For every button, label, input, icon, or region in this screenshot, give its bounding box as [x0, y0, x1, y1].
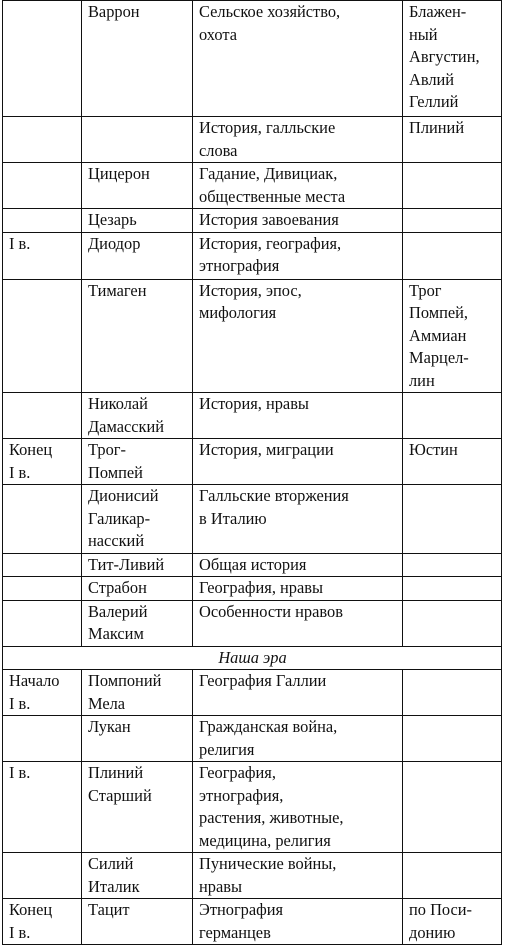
topic-cell: Пунические войны, нравы: [193, 853, 403, 899]
via-cell: Юстин: [403, 439, 502, 485]
period-cell: I в.: [3, 762, 82, 853]
topic-cell: История, миграции: [193, 439, 403, 485]
table-row: [3, 577, 502, 601]
via-cell: [403, 163, 502, 209]
via-cell: по Поси- донию: [403, 899, 502, 945]
table-row: [3, 1, 502, 117]
author-cell: Цезарь: [82, 209, 193, 233]
via-cell: [403, 762, 502, 853]
author-cell: Валерий Максим: [82, 600, 193, 646]
period-cell: [3, 853, 82, 899]
via-cell: [403, 553, 502, 577]
topic-cell: Гадание, Дивициак, общественные места: [193, 163, 403, 209]
table-row: [3, 439, 502, 485]
via-cell: Блажен- ный Августин, Авлий Геллий: [403, 1, 502, 117]
via-cell: [403, 716, 502, 762]
table-row: [3, 117, 502, 163]
via-cell: Трог Помпей, Аммиан Марцел- лин: [403, 279, 502, 393]
author-cell: Варрон: [82, 1, 193, 117]
author-cell: Тит-Ливий: [82, 553, 193, 577]
topic-cell: История, география, этнография: [193, 232, 403, 279]
topic-cell: Этнография германцев: [193, 899, 403, 945]
via-cell: [403, 670, 502, 716]
author-cell: Плиний Старший: [82, 762, 193, 853]
period-cell: I в.: [3, 232, 82, 279]
table-row: [3, 163, 502, 209]
table-row: [3, 553, 502, 577]
table-row: [3, 393, 502, 439]
via-cell: [403, 209, 502, 233]
topic-cell: География Галлии: [193, 670, 403, 716]
table-row: [3, 899, 502, 945]
author-cell: [82, 117, 193, 163]
author-cell: Лукан: [82, 716, 193, 762]
period-cell: [3, 393, 82, 439]
period-cell: [3, 117, 82, 163]
period-cell: [3, 163, 82, 209]
period-cell: [3, 553, 82, 577]
author-cell: Дионисий Галикар- насский: [82, 485, 193, 554]
author-cell: Тимаген: [82, 279, 193, 393]
author-cell: Диодор: [82, 232, 193, 279]
table-row: [3, 232, 502, 279]
era-divider-row: [3, 646, 502, 670]
table-row: [3, 279, 502, 393]
topic-cell: Сельское хозяйство, охота: [193, 1, 403, 117]
topic-cell: История завоевания: [193, 209, 403, 233]
author-cell: Страбон: [82, 577, 193, 601]
topic-cell: Общая история: [193, 553, 403, 577]
period-cell: [3, 600, 82, 646]
via-cell: Плиний: [403, 117, 502, 163]
author-cell: Помпоний Мела: [82, 670, 193, 716]
author-cell: Николай Дамасский: [82, 393, 193, 439]
table-row: [3, 485, 502, 554]
era-label: Наша эра: [3, 646, 502, 670]
period-cell: [3, 716, 82, 762]
table-row: [3, 853, 502, 899]
via-cell: [403, 853, 502, 899]
author-cell: Тацит: [82, 899, 193, 945]
period-cell: [3, 577, 82, 601]
period-cell: Начало I в.: [3, 670, 82, 716]
table-row: [3, 762, 502, 853]
author-cell: Силий Италик: [82, 853, 193, 899]
table-row: [3, 600, 502, 646]
via-cell: [403, 393, 502, 439]
period-cell: [3, 279, 82, 393]
topic-cell: Гражданская война, религия: [193, 716, 403, 762]
period-cell: Конец I в.: [3, 439, 82, 485]
topic-cell: История, эпос, мифология: [193, 279, 403, 393]
via-cell: [403, 577, 502, 601]
period-cell: [3, 485, 82, 554]
table-row: [3, 716, 502, 762]
author-cell: Трог- Помпей: [82, 439, 193, 485]
author-cell: Цицерон: [82, 163, 193, 209]
topic-cell: История, нравы: [193, 393, 403, 439]
table-row: [3, 670, 502, 716]
period-cell: [3, 209, 82, 233]
topic-cell: География, этнография, растения, животные, медицина, религия: [193, 762, 403, 853]
sources-table-body: [3, 1, 502, 945]
topic-cell: История, галльские слова: [193, 117, 403, 163]
table-row: [3, 209, 502, 233]
period-cell: [3, 1, 82, 117]
topic-cell: География, нравы: [193, 577, 403, 601]
period-cell: Конец I в.: [3, 899, 82, 945]
topic-cell: Галльские вторжения в Италию: [193, 485, 403, 554]
sources-table: [2, 0, 502, 945]
via-cell: [403, 600, 502, 646]
via-cell: [403, 232, 502, 279]
topic-cell: Особенности нравов: [193, 600, 403, 646]
via-cell: [403, 485, 502, 554]
